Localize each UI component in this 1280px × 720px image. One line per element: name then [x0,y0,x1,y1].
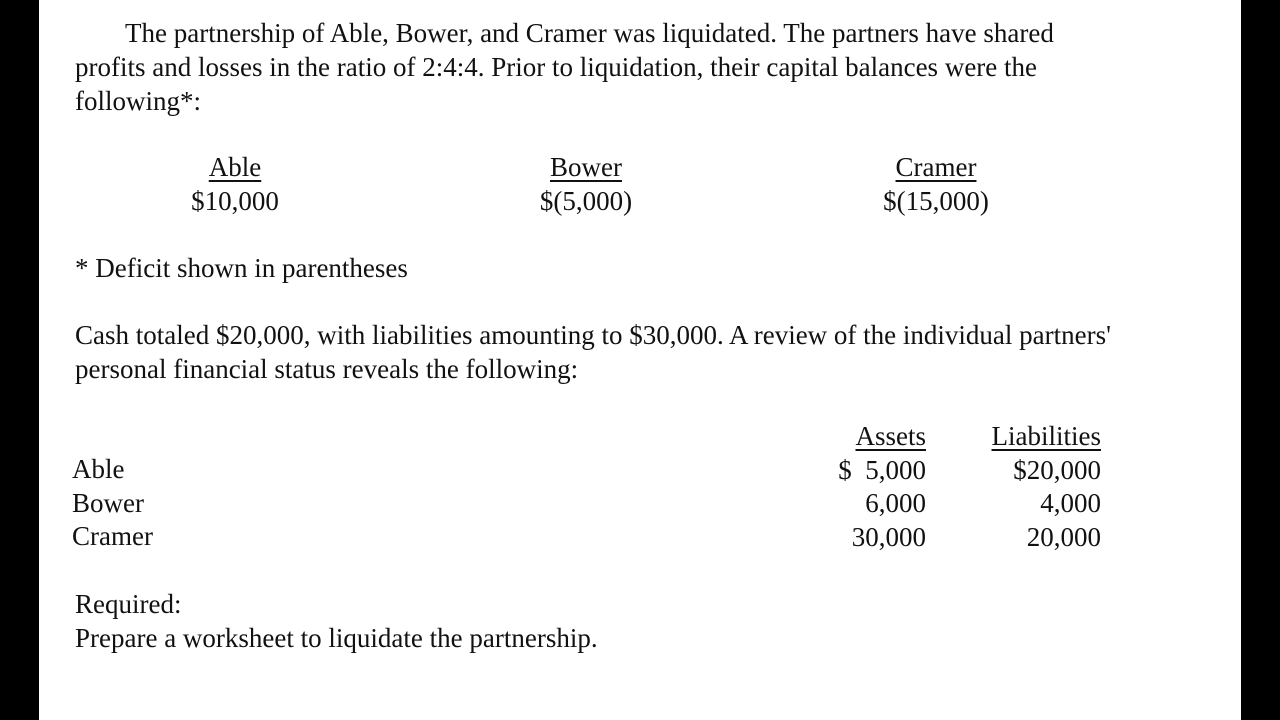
capital-value-bower: $(5,000) [539,186,633,216]
required-section [75,587,598,655]
cash-paragraph [75,318,1111,386]
capital-value-cramer: $(15,000) [883,186,989,216]
assets-value-bower: 6,000 [865,488,926,518]
personal-finance-partners [72,452,153,553]
partner-name-bower: Bower [72,487,144,518]
intro-line-3: following*: [75,86,201,116]
assets-header: Assets [855,421,926,451]
capital-value-able: $10,000 [191,186,279,216]
footnote: * Deficit shown in parentheses [75,253,408,283]
liabilities-column [939,419,1101,553]
assets-column [799,419,926,553]
liabilities-value-able: $20,000 [1013,454,1101,485]
capital-column-cramer [836,150,1036,218]
capital-header-bower: Bower [550,152,622,182]
capital-column-bower [486,150,686,218]
intro-line-1-text: The partnership of Able, Bower, and Cramer was liquidated. The partners have shared [125,18,1054,48]
capital-header-able: Able [208,152,262,182]
liabilities-value-cramer: 20,000 [1026,521,1101,552]
intro-line-2: profits and losses in the ratio of 2:4:4. Prior to liquidation, their capital balances were the [75,52,1038,82]
partner-name-able: Able [72,454,125,484]
capital-column-able [135,150,335,218]
intro-line-1 [75,16,1054,50]
cash-line-2: personal financial status reveals the following: [75,354,579,384]
liabilities-value-bower: 4,000 [1040,488,1101,518]
required-label: Required: [75,589,182,619]
document-slide [39,0,1241,720]
assets-value-able: $ 5,000 [838,454,926,485]
capital-header-cramer: Cramer [895,152,977,182]
intro-paragraph [75,16,1054,118]
assets-value-cramer: 30,000 [851,521,926,552]
liabilities-header: Liabilities [991,421,1101,451]
partner-name-cramer: Cramer [72,521,153,551]
required-task: Prepare a worksheet to liquidate the partnership. [75,623,598,653]
cash-line-1: Cash totaled $20,000, with liabilities amounting to $30,000. A review of the individual partners' [75,320,1111,350]
